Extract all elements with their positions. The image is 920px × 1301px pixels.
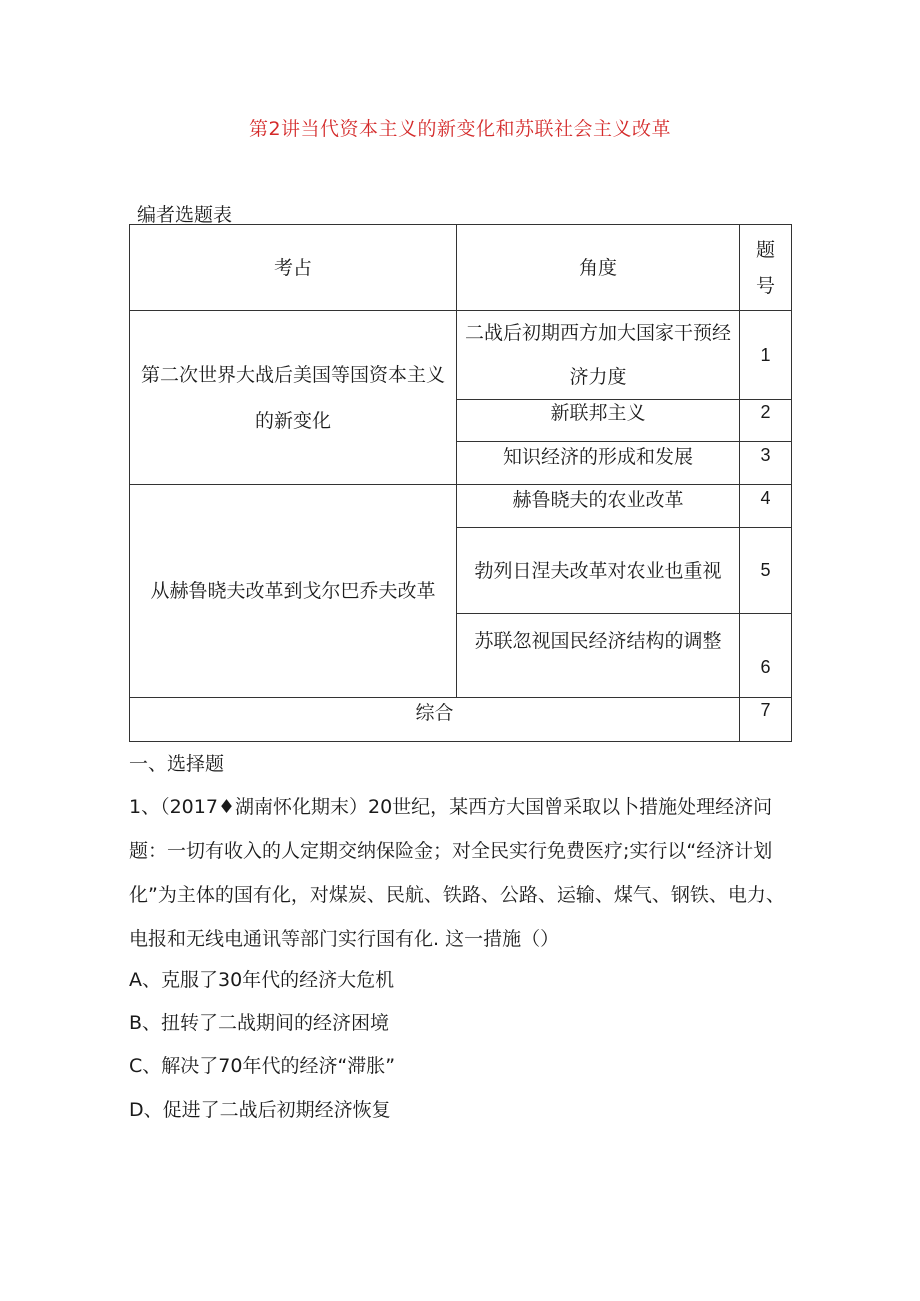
header-point: 考占 bbox=[130, 225, 457, 311]
option-letter: D、 bbox=[129, 1099, 163, 1121]
option-text: 扭转了二战期间的经济困境 bbox=[161, 1012, 390, 1034]
header-number-line1: 题 bbox=[755, 238, 775, 261]
table-row bbox=[130, 311, 792, 400]
option-letter: B、 bbox=[129, 1012, 162, 1034]
table-caption: 编者选题表 bbox=[137, 204, 233, 226]
number-cell: 2 bbox=[740, 400, 792, 442]
number-cell: 6 bbox=[740, 614, 792, 698]
angle-cell: 新联邦主义 bbox=[457, 400, 740, 442]
option-d bbox=[129, 1088, 799, 1132]
angle-cell: 知识经济的形成和发展 bbox=[457, 442, 740, 485]
angle-cell: 苏联忽视国民经济结构的调整 bbox=[457, 614, 740, 698]
header-angle: 角度 bbox=[457, 225, 740, 311]
option-text: 促进了二战后初期经济恢复 bbox=[162, 1099, 391, 1121]
option-letter: A、 bbox=[129, 969, 161, 991]
section-heading: 一、选择题 bbox=[129, 753, 225, 775]
option-letter: C、 bbox=[129, 1055, 162, 1077]
option-a bbox=[129, 958, 799, 1002]
header-number-line2: 号 bbox=[755, 274, 775, 297]
selection-table bbox=[129, 224, 792, 742]
question-stem: 1、（2017♦湖南怀化期末）20世纪，某西方大国曾采取以卜措施处理经济问题：一切有收入的人定期交纳保险金；对全民实行免费医疗;实行以“经济计划化”为主体的国有化，对煤炭、民航、铁路、公路、运输、煤气、钢铁、电力、电报和无线电通讯等部门实行国有化. 这一措施（） bbox=[129, 796, 785, 950]
number-cell: 5 bbox=[740, 528, 792, 614]
group-point-1: 第二次世界大战后美国等国资本主义的新变化 bbox=[130, 311, 457, 485]
angle-cell: 赫鲁晓夫的农业改革 bbox=[457, 485, 740, 528]
angle-cell: 勃列日涅夫改革对农业也重视 bbox=[457, 528, 740, 614]
number-cell: 1 bbox=[740, 311, 792, 400]
option-c bbox=[129, 1044, 799, 1088]
option-text: 解决了70年代的经济“滞胀” bbox=[161, 1055, 396, 1077]
number-cell: 3 bbox=[740, 442, 792, 485]
summary-label: 综合 bbox=[130, 698, 740, 742]
option-b bbox=[129, 1001, 799, 1045]
header-number bbox=[740, 225, 792, 311]
angle-cell: 二战后初期西方加大国家干预经济力度 bbox=[457, 311, 740, 400]
number-cell: 4 bbox=[740, 485, 792, 528]
table-summary-row bbox=[130, 698, 792, 742]
option-text: 克服了30年代的经济大危机 bbox=[161, 969, 395, 991]
group-point-2: 从赫鲁晓夫改革到戈尔巴乔夫改革 bbox=[130, 485, 457, 698]
page-title: 第2讲当代资本主义的新变化和苏联社会主义改革 bbox=[248, 118, 672, 140]
summary-number: 7 bbox=[740, 698, 792, 742]
table-header-row bbox=[130, 225, 792, 311]
table-row bbox=[130, 485, 792, 528]
